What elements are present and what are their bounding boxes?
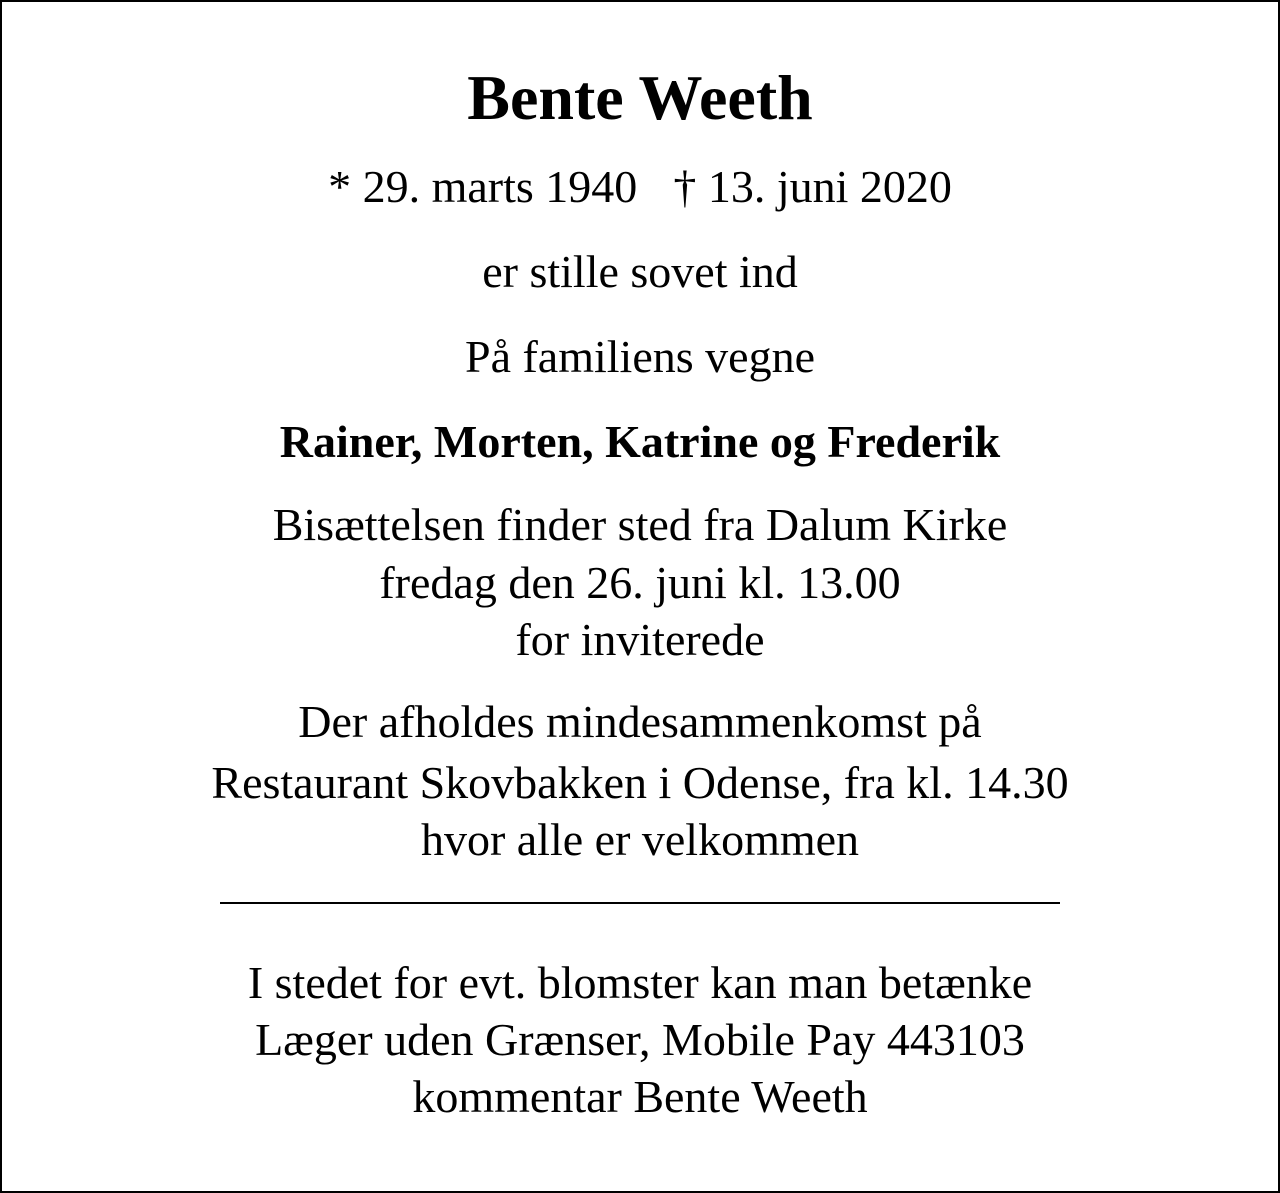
rest-line: er stille sovet ind xyxy=(482,246,798,297)
family-line: På familiens vegne xyxy=(464,331,815,382)
donation-line-1: I stedet for evt. blomster kan man betænke xyxy=(247,957,1033,1008)
dates xyxy=(0,158,1280,216)
memorial-line-3: hvor alle er velkommen xyxy=(420,814,860,865)
funeral-line-1: Bisættelsen finder sted fra Dalum Kirke xyxy=(272,499,1008,550)
donation-line-2: Læger uden Grænser, Mobile Pay 443103 xyxy=(255,1014,1025,1065)
donation-line-3: kommentar Bente Weeth xyxy=(412,1071,868,1122)
signers: Rainer, Morten, Katrine og Frederik xyxy=(279,416,1001,467)
funeral-line-3: for inviterede xyxy=(515,614,765,665)
funeral-line-2: fredag den 26. juni kl. 13.00 xyxy=(379,557,901,608)
divider xyxy=(220,902,1060,904)
death-date: † 13. juni 2020 xyxy=(673,161,952,212)
birth-date: * 29. marts 1940 xyxy=(328,161,638,212)
memorial-line-2: Restaurant Skovbakken i Odense, fra kl. 14.30 xyxy=(211,757,1069,808)
deceased-name: Bente Weeth xyxy=(467,62,813,133)
memorial-line-1: Der afholdes mindesammenkomst på xyxy=(298,696,982,747)
